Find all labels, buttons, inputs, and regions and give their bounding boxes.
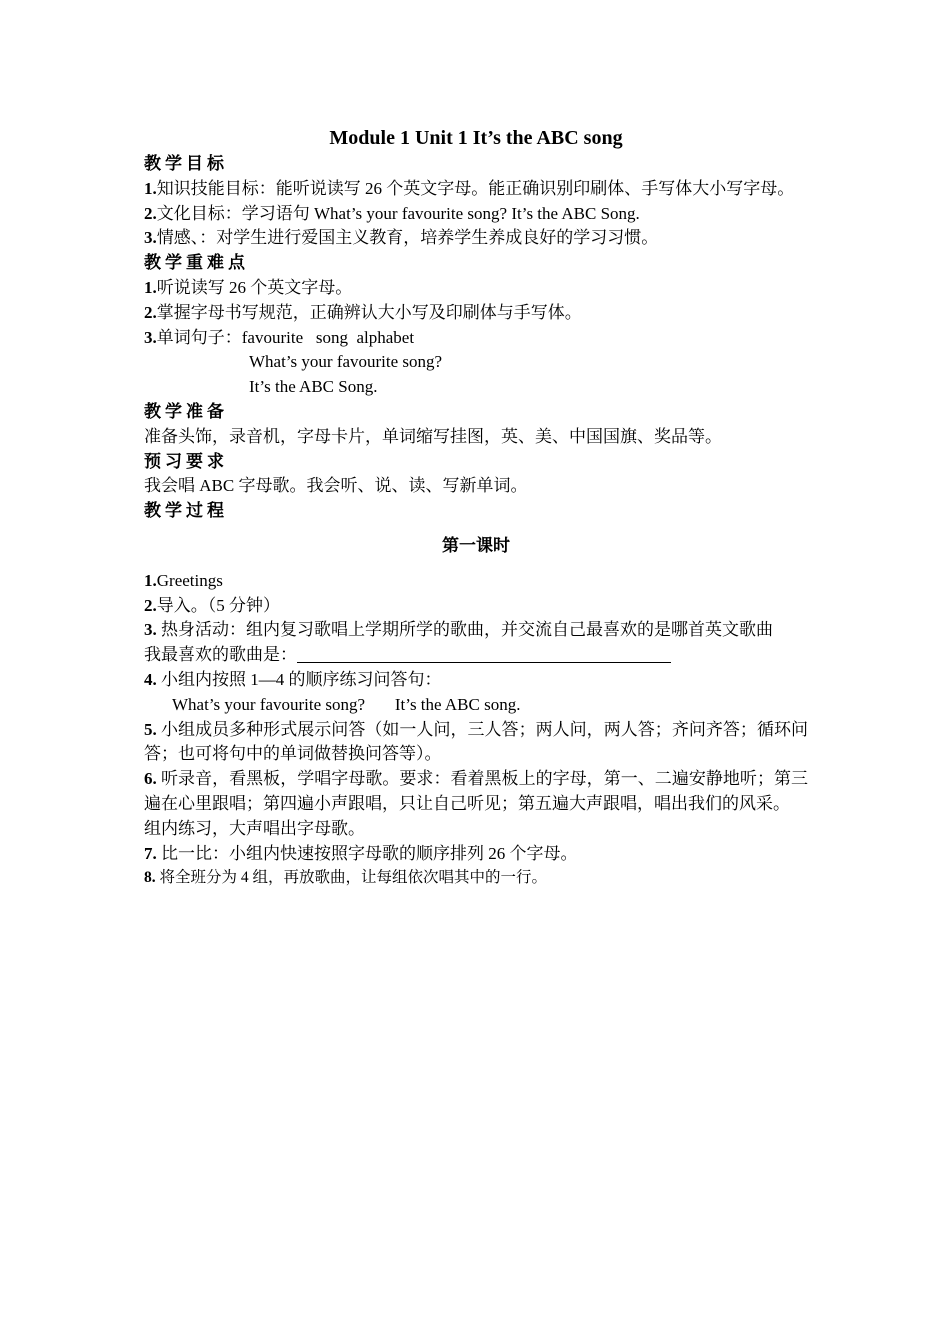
item-text: 听录音，看黑板，学唱字母歌。要求：看着黑板上的字母，第一、二遍安静地听；第三遍在心里跟唱；第四遍小声跟唱，只让自己听见；第五遍大声跟唱，唱出我们的风采。 xyxy=(144,769,808,813)
goal-item-3 xyxy=(144,226,808,251)
answer-blank-line[interactable] xyxy=(297,644,671,663)
item-text: Greetings xyxy=(156,570,223,590)
preview-heading: 预习要求 xyxy=(144,451,228,471)
process-heading: 教学过程 xyxy=(144,501,228,521)
item-text: 单词句子：favourite song alphabet xyxy=(156,327,415,347)
item-number: 2. xyxy=(144,203,157,223)
step-7 xyxy=(144,842,808,867)
item-number: 1. xyxy=(144,570,157,590)
preview-text: 我会唱 ABC 字母歌。我会听、说、读、写新单词。 xyxy=(144,476,528,496)
step-8 xyxy=(144,866,808,891)
item-text: 我最喜欢的歌曲是： xyxy=(144,645,297,665)
group-practice-line: 组内练习，大声唱出字母歌。 xyxy=(144,818,365,838)
item-number: 4. xyxy=(144,669,157,689)
item-number: 8. xyxy=(144,869,156,887)
item-text: 将全班分为 4 组，再放歌曲，让每组依次唱其中的一行。 xyxy=(155,869,548,887)
goal-item-2 xyxy=(144,202,808,227)
key-point-sentence-2: It’s the ABC Song. xyxy=(249,377,378,397)
preparation-heading: 教学准备 xyxy=(144,401,228,421)
key-point-item-3 xyxy=(144,326,808,351)
key-point-sentence-1: What’s your favourite song? xyxy=(249,352,443,372)
lesson-title: 第一课时 xyxy=(442,535,510,555)
item-text: 小组内按照 1—4 的顺序练习问答句： xyxy=(156,669,442,689)
item-number: 3. xyxy=(144,327,157,347)
item-text: 文化目标：学习语句 What’s your favourite song? It’s the ABC Song. xyxy=(156,203,640,223)
step-1 xyxy=(144,569,808,594)
step-4 xyxy=(144,668,808,693)
dialogue-line: What’s your favourite song? It’s the ABC song. xyxy=(172,694,521,714)
item-text: 导入。（5 分钟） xyxy=(156,595,280,615)
item-number: 1. xyxy=(144,178,157,198)
step-5 xyxy=(144,718,808,768)
item-number: 1. xyxy=(144,277,157,297)
step-2 xyxy=(144,594,808,619)
favourite-song-line xyxy=(144,643,808,668)
item-number: 2. xyxy=(144,302,157,322)
item-number: 3. xyxy=(144,228,157,248)
item-number: 5. xyxy=(144,719,157,739)
item-text: 听说读写 26 个英文字母。 xyxy=(156,277,353,297)
item-number: 6. xyxy=(144,769,157,789)
key-point-item-2 xyxy=(144,301,808,326)
item-number: 2. xyxy=(144,595,157,615)
document-title: Module 1 Unit 1 It’s the ABC song xyxy=(329,127,623,149)
item-text: 情感、：对学生进行爱国主义教育，培养学生养成良好的学习习惯。 xyxy=(156,228,659,248)
goals-heading: 教学目标 xyxy=(144,154,228,173)
preparation-text: 准备头饰，录音机，字母卡片，单词缩写挂图，英、美、中国国旗、奖品等。 xyxy=(144,426,722,446)
key-point-item-1 xyxy=(144,276,808,301)
step-3 xyxy=(144,618,808,643)
goal-item-1 xyxy=(144,177,808,202)
item-number: 7. xyxy=(144,843,157,863)
item-text: 知识技能目标：能听说读写 26 个英文字母。能正确识别印刷体、手写体大小写字母。 xyxy=(156,178,795,198)
item-text: 热身活动：组内复习歌唱上学期所学的歌曲，并交流自己最喜欢的是哪首英文歌曲 xyxy=(156,620,773,640)
item-text: 小组成员多种形式展示问答（如一人问，三人答；两人问，两人答；齐问齐答；循环问答；也可将句中的单词做替换问答等）。 xyxy=(144,719,808,764)
key-points-heading: 教学重难点 xyxy=(144,253,249,273)
step-6 xyxy=(144,767,808,817)
item-text: 掌握字母书写规范，正确辨认大小写及印刷体与手写体。 xyxy=(156,302,582,322)
item-text: 比一比：小组内快速按照字母歌的顺序排列 26 个字母。 xyxy=(156,843,578,863)
item-number: 3. xyxy=(144,620,157,640)
document-page xyxy=(144,124,808,891)
